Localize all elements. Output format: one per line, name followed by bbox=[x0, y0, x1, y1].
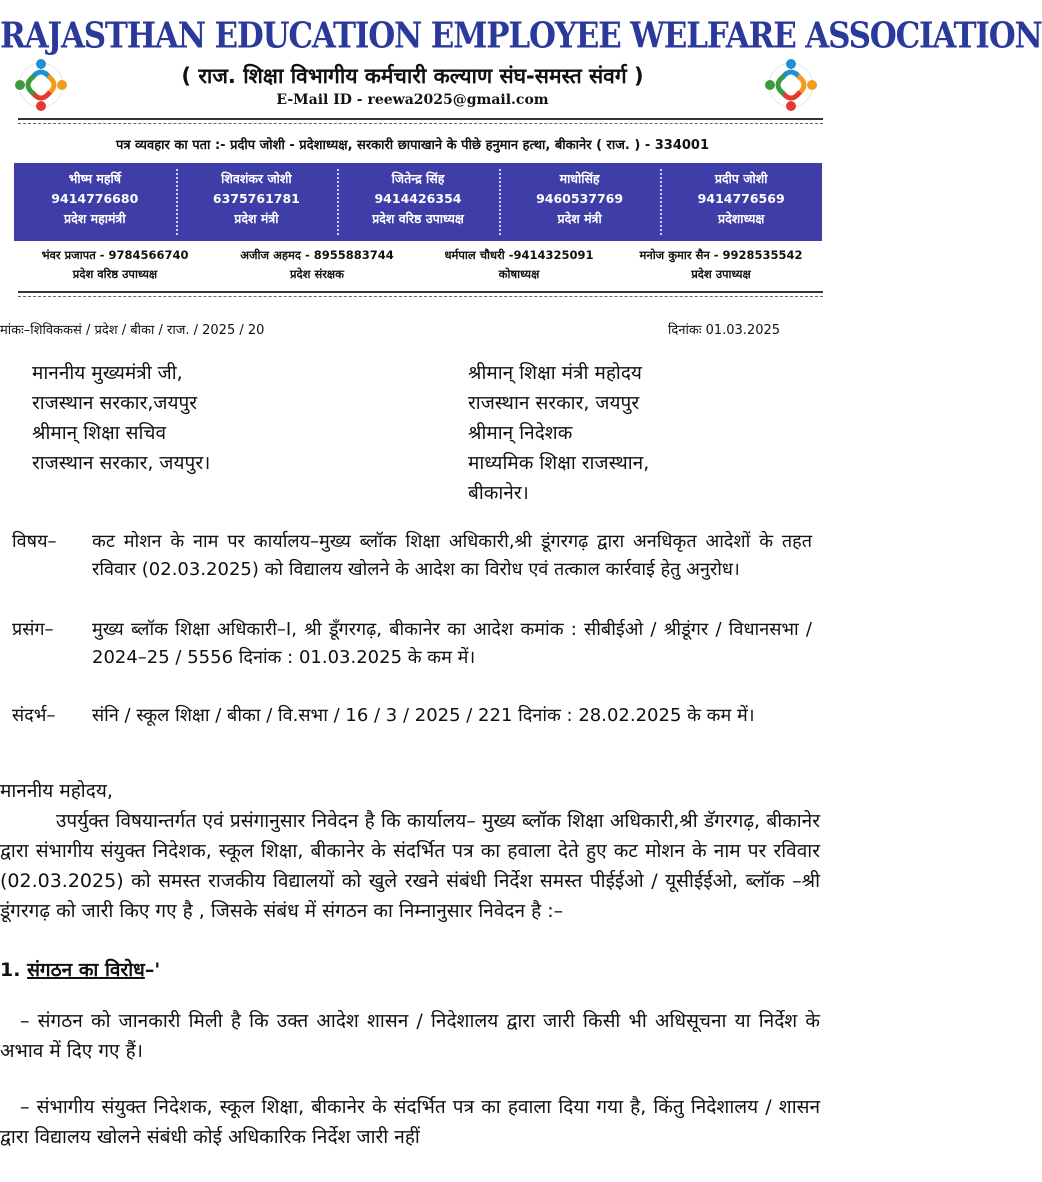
divider bbox=[18, 296, 823, 297]
member-name-phone: धर्मपाल चौधरी -9414325091 bbox=[444, 248, 594, 262]
members-row bbox=[14, 246, 822, 284]
heading-text: संगठन का विरोध bbox=[27, 959, 145, 981]
point-paragraph: – संभागीय संयुक्त निदेशक, स्कूल शिक्षा, बीकानेर के संदर्भित पत्र का हवाला दिया गया है, किंतु निदेशालय / शासन द्वारा विद्यालय खोलने संबंधी कोई अधिकारिक निर्देश जारी नहीं bbox=[0, 1096, 820, 1148]
officer-name: जितेन्द्र सिंह bbox=[391, 171, 445, 186]
heading-tail: –' bbox=[144, 959, 161, 981]
organization-name-hindi: ( राज. शिक्षा विभागीय कर्मचारी कल्याण संघ-समस्त संवर्ग ) bbox=[181, 64, 644, 88]
member-post: प्रदेश वरिष्ठ उपाध्यक्ष bbox=[72, 267, 158, 281]
address-line: बीकानेर। bbox=[468, 482, 529, 504]
officer-phone: 9414776680 bbox=[51, 191, 139, 206]
address-line: श्रीमान् निदेशक bbox=[468, 422, 573, 444]
heading-number: 1. bbox=[0, 959, 21, 981]
recipient-address-left bbox=[32, 358, 210, 478]
body-paragraph: उपर्युक्त विषयान्तर्गत एवं प्रसंगानुसार निवेदन है कि कार्यालय– मुख्य ब्लॉक शिक्षा अधिकारी,श्री डॅगरगढ़, बीकानेर द्वारा संभागीय संयुक्त निदेशक, स्कूल शिक्षा, बीकानेर के संदर्भित पत्र का हवाला देते हुए कट मोशन के नाम पर रविवार (02.03.2025) को समस्त राजकीय विद्यालयों को खुले रखने संबंधी निर्देश समस्त पीईईओ / यूसीईईओ, ब्लॉक –श्री डूंगरगढ़ को जारी किए गए है , जिसके संबंध में संगठन का निम्नानुसार निवेदन है :– bbox=[0, 810, 820, 922]
section-heading bbox=[0, 956, 160, 982]
divider bbox=[18, 118, 823, 120]
member-name-phone: अजीज अहमद - 8955883744 bbox=[240, 248, 394, 262]
context-text: मुख्य ब्लॉक शिक्षा अधिकारी–I, श्री डूँगरगढ़, बीकानेर का आदेश कमांक : सीबीईओ / श्रीडूंगर / विधानसभा / 2024–25 / 5556 दिनांक : 01.03.2025 के कम में। bbox=[92, 619, 812, 668]
address-line: श्रीमान् शिक्षा सचिव bbox=[32, 422, 167, 444]
reference-text: संनि / स्कूल शिक्षा / बीका / वि.सभा / 16 / 3 / 2025 / 221 दिनांक : 28.02.2025 के कम में। bbox=[92, 705, 755, 726]
officer-post: प्रदेशाध्यक्ष bbox=[717, 211, 765, 226]
correspondence-address: पत्र व्यवहार का पता :- प्रदीप जोशी - प्रदेशाध्यक्ष, सरकारी छापाखाने के पीछे हनुमान हत्था, बीकानेर ( राज. ) - 334001 bbox=[115, 138, 710, 153]
officer-name: प्रदीप जोशी bbox=[714, 171, 768, 186]
officer-card bbox=[499, 163, 661, 241]
point-paragraph: – संगठन को जानकारी मिली है कि उक्त आदेश शासन / निदेशालय द्वारा जारी किसी भी अधिसूचना या निर्देश के अभाव में दिए गए हैं। bbox=[0, 1010, 820, 1062]
organization-name: RAJASTHAN EDUCATION EMPLOYEE WELFARE ASSOCIATION bbox=[0, 15, 1042, 57]
member-post: प्रदेश उपाध्यक्ष bbox=[691, 267, 751, 281]
officers-banner bbox=[14, 163, 822, 241]
member-post: कोषाध्यक्ष bbox=[498, 267, 540, 281]
officer-card bbox=[660, 163, 822, 241]
reference-label: संदर्भ– bbox=[12, 705, 56, 726]
subject-text: कट मोशन के नाम पर कार्यालय–मुख्य ब्लॉक शिक्षा अधिकारी,श्री डूंगरगढ़ द्वारा अनधिकृत आदेशों के तहत रविवार (02.03.2025) को विद्यालय खोलने के आदेश का विरोध एवं तत्काल कार्रवाई हेतु अनुरोध। bbox=[92, 531, 812, 580]
officer-name: माधोसिंह bbox=[559, 171, 600, 186]
officer-post: प्रदेश मंत्री bbox=[234, 211, 279, 226]
member-post: प्रदेश संरक्षक bbox=[289, 267, 345, 281]
letter-date: दिनांकः 01.03.2025 bbox=[668, 323, 781, 338]
context-label: प्रसंग– bbox=[12, 619, 54, 640]
member-entry bbox=[418, 246, 620, 284]
recipient-address-right bbox=[468, 358, 649, 508]
address-line: राजस्थान सरकार,जयपुर bbox=[32, 392, 198, 414]
member-entry bbox=[620, 246, 822, 284]
reference-block bbox=[12, 702, 812, 730]
officer-card bbox=[14, 163, 176, 241]
divider bbox=[18, 123, 823, 124]
officer-post: प्रदेश वरिष्ठ उपाध्यक्ष bbox=[372, 211, 464, 226]
officer-phone: 9414426354 bbox=[374, 191, 462, 206]
officer-post: प्रदेश महामंत्री bbox=[64, 211, 126, 226]
subject-block bbox=[12, 528, 812, 584]
officer-card bbox=[337, 163, 499, 241]
reference-number: मांकः–शिविककसं / प्रदेश / बीका / राज. / 2025 / 20 bbox=[0, 323, 265, 338]
salutation: माननीय महोदय, bbox=[0, 780, 113, 802]
member-name-phone: भंवर प्रजापत - 9784566740 bbox=[41, 248, 189, 262]
officer-name: शिवशंकर जोशी bbox=[221, 171, 292, 186]
officer-phone: 9460537769 bbox=[536, 191, 624, 206]
member-entry bbox=[14, 246, 216, 284]
divider bbox=[18, 291, 823, 293]
officer-name: भीष्म महर्षि bbox=[68, 171, 121, 186]
organization-email: E-Mail ID - reewa2025@gmail.com bbox=[276, 92, 549, 108]
address-line: राजस्थान सरकार, जयपुर bbox=[468, 392, 640, 414]
address-line: माननीय मुख्यमंत्री जी, bbox=[32, 362, 183, 384]
subject-label: विषय– bbox=[12, 531, 57, 552]
officer-phone: 9414776569 bbox=[697, 191, 785, 206]
address-line: श्रीमान् शिक्षा मंत्री महोदय bbox=[468, 362, 642, 384]
member-entry bbox=[216, 246, 418, 284]
context-block bbox=[12, 616, 812, 672]
address-line: राजस्थान सरकार, जयपुर। bbox=[32, 452, 211, 474]
officer-card bbox=[176, 163, 338, 241]
officer-post: प्रदेश मंत्री bbox=[557, 211, 602, 226]
officer-phone: 6375761781 bbox=[212, 191, 300, 206]
member-name-phone: मनोज कुमार सैन - 9928535542 bbox=[639, 248, 803, 262]
address-line: माध्यमिक शिक्षा राजस्थान, bbox=[468, 452, 650, 474]
